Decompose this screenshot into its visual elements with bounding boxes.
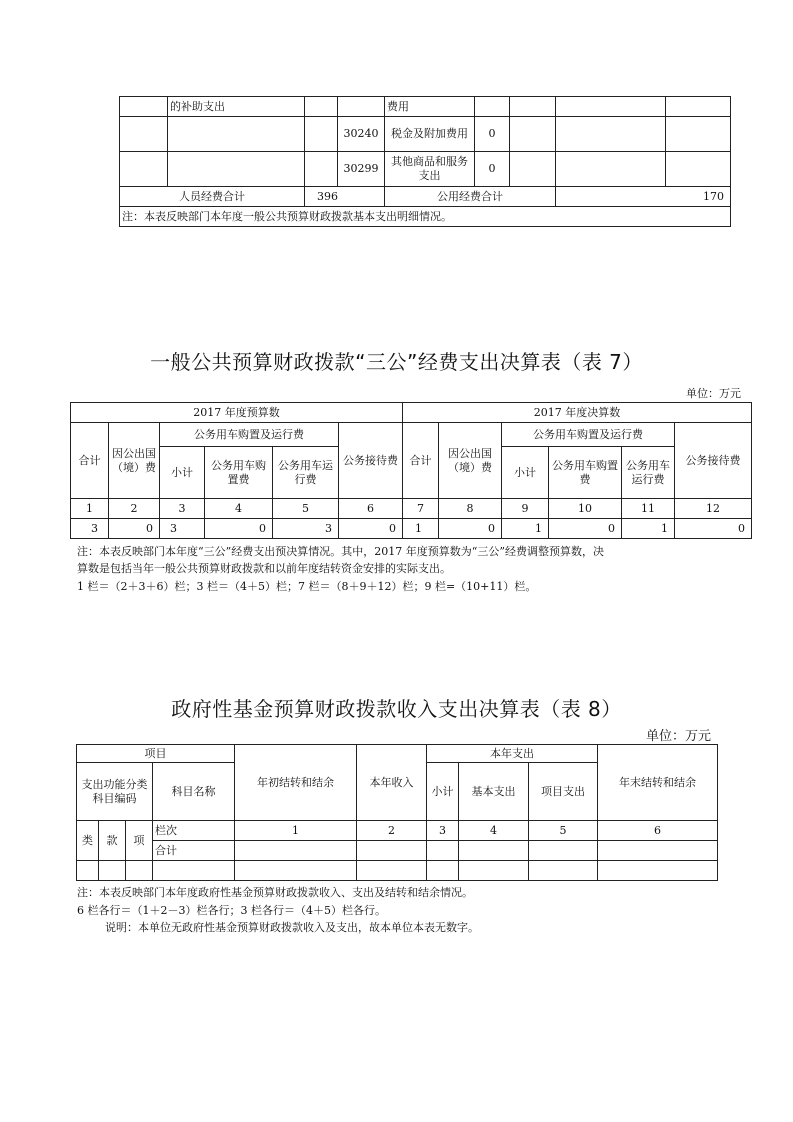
col-number: 10 [549,499,622,519]
row-total-label: 合计 [153,841,235,861]
col-number: 5 [529,821,598,841]
col-number: 6 [339,499,403,519]
table-row [120,152,731,187]
header-project: 项目支出 [529,763,598,821]
value-cell: 1 [502,519,549,539]
value-cell: 3 [273,519,339,539]
col-number: 11 [622,499,675,519]
col-number: 12 [675,499,752,519]
header-car-group: 公务用车购置及运行费 [502,423,675,447]
amount-cell: 0 [475,152,510,187]
cell-text: 费用 [385,97,475,117]
code-cell: 30240 [338,117,385,152]
public-total-label: 公用经费合计 [385,187,556,207]
header-car-purchase: 公务用车购置费 [205,447,273,499]
personnel-total-label: 人员经费合计 [120,187,305,207]
col-number: 2 [109,499,160,519]
header-expense-group: 本年支出 [427,745,598,763]
code-cell: 30299 [338,152,385,187]
value-cell: 3 [71,519,109,539]
header-reception: 公务接待费 [339,423,403,499]
value-row [71,519,752,539]
table7-note-1: 注：本表反映部门本年度“三公”经费支出预决算情况。其中，2017 年度预算数为“三公”经费调整预算数，决 [77,545,604,558]
value-cell: 1 [403,519,439,539]
col-number: 6 [598,821,718,841]
header-total: 合计 [71,423,109,499]
row-col-label: 栏次 [153,821,235,841]
note-row [120,207,731,227]
table6-fragment [119,96,730,227]
budget-group-header: 2017 年度预算数 [71,403,403,423]
header-section: 款 [99,821,126,861]
header-abroad: 因公出国（境）费 [109,423,160,499]
table7-title: 一般公共预算财政拨款“三公”经费支出决算表（表 7） [150,350,643,374]
col-number: 4 [205,499,273,519]
header-subtotal: 小计 [427,763,459,821]
cell-text: 的补助支出 [168,97,305,117]
table7-unit: 单位：万元 [686,387,741,400]
table8-unit: 单位：万元 [645,729,711,744]
col-number: 1 [235,821,357,841]
name-cell: 税金及附加费用 [385,117,475,152]
table8 [76,744,717,881]
table-row [77,861,718,881]
value-cell: 0 [439,519,502,539]
value-cell: 3 [160,519,205,539]
header-car-purchase: 公务用车购置费 [549,447,622,499]
table7-note-2: 算数是包括当年一般公共预算财政拨款和以前年度结转资金安排的实际支出。 [77,562,451,575]
header-item: 项目 [77,745,235,763]
header-total: 合计 [403,423,439,499]
table7-note-3: 1 栏＝（2＋3＋6）栏；3 栏＝（4＋5）栏；7 栏＝（8＋9＋12）栏；9 栏=（10+11）栏。 [77,580,537,593]
col-number: 9 [502,499,549,519]
header-basic: 基本支出 [459,763,529,821]
value-cell: 0 [339,519,403,539]
header-car-group: 公务用车购置及运行费 [160,423,339,447]
column-number-row [71,499,752,519]
table8-title: 政府性基金预算财政拨款收入支出决算表（表 8） [171,697,622,721]
value-cell: 0 [675,519,752,539]
col-number: 5 [273,499,339,519]
name-cell: 其他商品和服务支出 [385,152,475,187]
table7 [70,402,751,539]
header-func-code: 支出功能分类科目编码 [77,763,153,821]
header-subtotal: 小计 [160,447,205,499]
value-cell: 0 [205,519,273,539]
col-number: 7 [403,499,439,519]
value-cell: 0 [549,519,622,539]
personnel-total-value: 396 [305,187,385,207]
final-group-header: 2017 年度决算数 [403,403,752,423]
table-row [120,117,731,152]
value-cell: 0 [109,519,160,539]
col-number: 3 [160,499,205,519]
totals-row [120,187,731,207]
col-number: 8 [439,499,502,519]
header-class: 类 [77,821,99,861]
header-subtotal: 小计 [502,447,549,499]
value-cell: 1 [622,519,675,539]
total-row [77,841,718,861]
table8-note-1: 注：本表反映部门本年度政府性基金预算财政拨款收入、支出及结转和结余情况。 [77,886,473,899]
header-income: 本年收入 [357,745,427,821]
amount-cell: 0 [475,117,510,152]
col-number: 2 [357,821,427,841]
col-number: 3 [427,821,459,841]
public-total-value: 170 [556,187,731,207]
header-abroad: 因公出国（境）费 [439,423,502,499]
table-row [120,97,731,117]
table8-note-2: 6 栏各行＝（1＋2－3）栏各行；3 栏各行＝（4＋5）栏各行。 [77,904,386,917]
header-opening: 年初结转和结余 [235,745,357,821]
header-car-run: 公务用车运行费 [622,447,675,499]
header-entry: 项 [126,821,153,861]
col-number: 4 [459,821,529,841]
table8-note-3: 说明：本单位无政府性基金预算财政拨款收入及支出，故本单位本表无数字。 [105,921,479,934]
col-number: 1 [71,499,109,519]
header-closing: 年末结转和结余 [598,745,718,821]
header-car-run: 公务用车运行费 [273,447,339,499]
header-reception: 公务接待费 [675,423,752,499]
table6-note: 注：本表反映部门本年度一般公共预算财政拨款基本支出明细情况。 [120,207,731,227]
header-subject: 科目名称 [153,763,235,821]
